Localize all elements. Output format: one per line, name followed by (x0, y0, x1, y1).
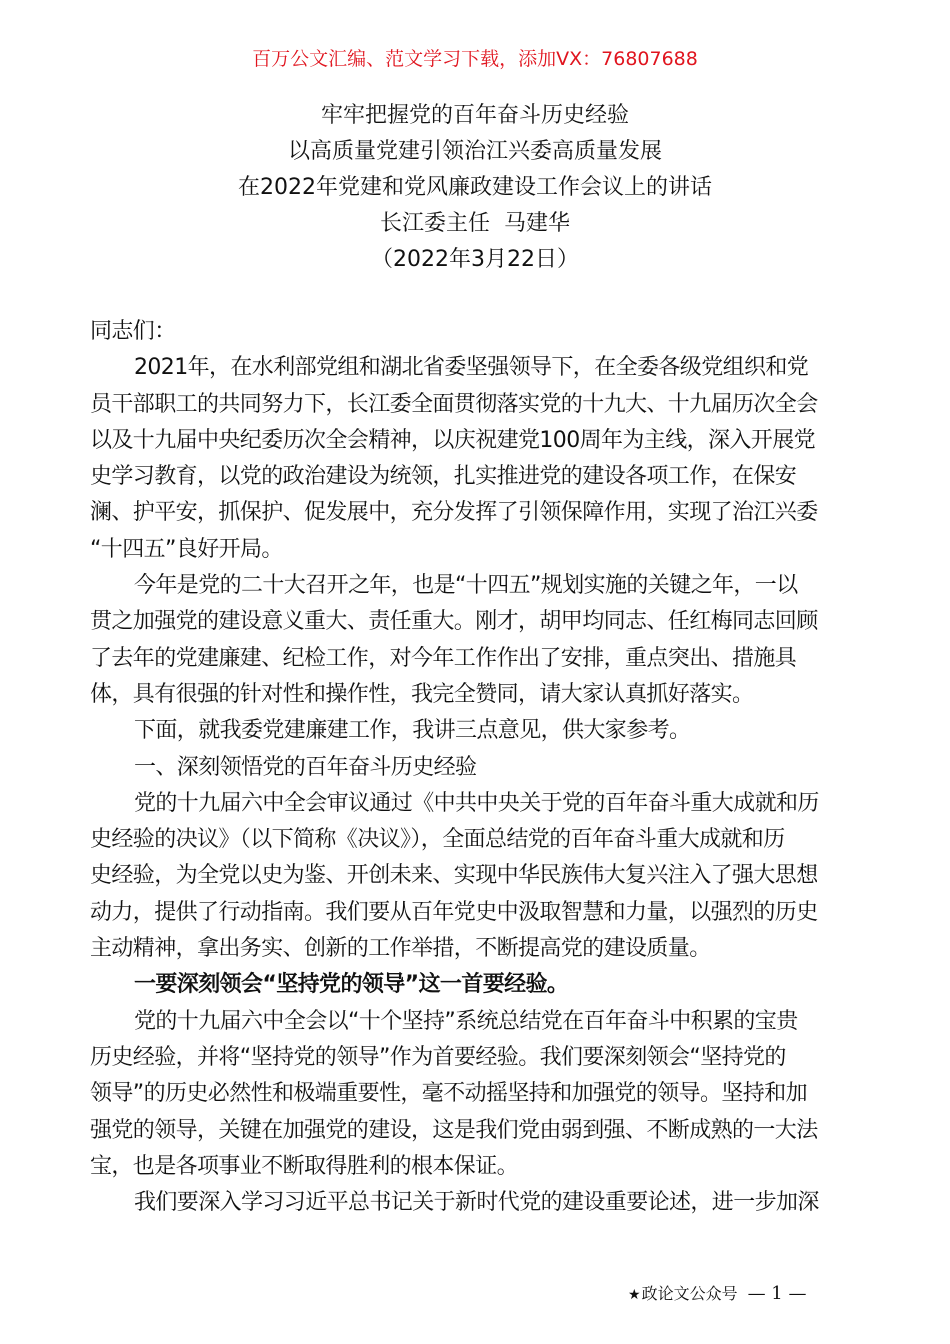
body-line: 党的十九届六中全会审议通过《中共中央关于党的百年奋斗重大成就和历 (134, 790, 819, 816)
body-line: 下面，就我委党建廉建工作，我讲三点意见，供大家参考。 (134, 718, 691, 744)
body-line: 我们要深入学习习近平总书记关于新时代党的建设重要论述，进一步加深 (134, 1190, 819, 1216)
body-line: “十四五”良好开局。 (90, 536, 283, 562)
body-line: 2021年，在水利部党组和湖北省委坚强领导下，在全委各级党组织和党 (134, 355, 809, 381)
body-line: 史经验的决议》（以下简称《决议》），全面总结党的百年奋斗重大成就和历 (90, 827, 785, 853)
document-body (90, 314, 870, 1221)
body-line: 贯之加强党的建设意义重大、责任重大。刚才，胡甲均同志、任红梅同志回顾 (90, 609, 818, 635)
body-line: 今年是党的二十大召开之年，也是“十四五”规划实施的关键之年，一以 (134, 573, 798, 599)
title-line-3: 在2022年党建和党风廉政建设工作会议上的讲话 (238, 175, 712, 200)
body-line: 领导”的历史必然性和极端重要性，毫不动摇坚持和加强党的领导。坚持和加 (90, 1081, 808, 1107)
body-line: 同志们： (90, 319, 176, 344)
body-line: 体，具有很强的针对性和操作性，我完全赞同，请大家认真抓好落实。 (90, 681, 754, 707)
body-line: 一、深刻领悟党的百年奋斗历史经验 (134, 754, 477, 780)
star-icon: ★ (628, 1287, 641, 1303)
body-line: 动力，提供了行动指南。我们要从百年党史中汲取智慧和力量，以强烈的历史 (90, 899, 818, 925)
body-line: 强党的领导，关键在加强党的建设，这是我们党由弱到强、不断成熟的一大法 (90, 1117, 818, 1143)
body-line: 澜、护平安，抓保护、促发展中，充分发挥了引领保障作用，实现了治江兴委 (90, 500, 818, 526)
body-line: 主动精神，拿出务实、创新的工作举措，不断提高党的建设质量。 (90, 936, 711, 962)
body-line: 了去年的党建廉建、纪检工作，对今年工作作出了安排，重点突出、措施具 (90, 645, 797, 671)
section-subheading: 一要深刻领会“坚持党的领导”这一首要经验。 (134, 972, 569, 998)
title-block (0, 98, 950, 278)
promo-banner: 百万公文汇编、范文学习下载，添加VX：76807688 (252, 48, 698, 70)
date-line: （2022年3月22日） (371, 247, 579, 272)
footer-source: 政论文公众号 (641, 1284, 738, 1303)
body-line: 历史经验，并将“坚持党的领导”作为首要经验。我们要深刻领会“坚持党的 (90, 1044, 786, 1070)
body-line: 史经验，为全党以史为鉴、开创未来、实现中华民族伟大复兴注入了强大思想 (90, 863, 818, 889)
page-footer (628, 1282, 806, 1307)
title-line-1: 牢牢把握党的百年奋斗历史经验 (320, 103, 629, 128)
body-line: 宝，也是各项事业不断取得胜利的根本保证。 (90, 1153, 519, 1179)
body-line: 党的十九届六中全会以“十个坚持”系统总结党在百年奋斗中积累的宝贵 (134, 1008, 798, 1034)
speaker-line: 长江委主任 马建华 (380, 211, 570, 236)
body-line: 史学习教育，以党的政治建设为统领，扎实推进党的建设各项工作，在保安 (90, 464, 797, 490)
page-number: — 1 — (747, 1283, 807, 1304)
title-line-2: 以高质量党建引领治江兴委高质量发展 (287, 139, 662, 164)
body-line: 员干部职工的共同努力下，长江委全面贯彻落实党的十九大、十九届历次全会 (90, 391, 818, 417)
body-line: 以及十九届中央纪委历次全会精神，以庆祝建党100周年为主线，深入开展党 (90, 427, 815, 453)
